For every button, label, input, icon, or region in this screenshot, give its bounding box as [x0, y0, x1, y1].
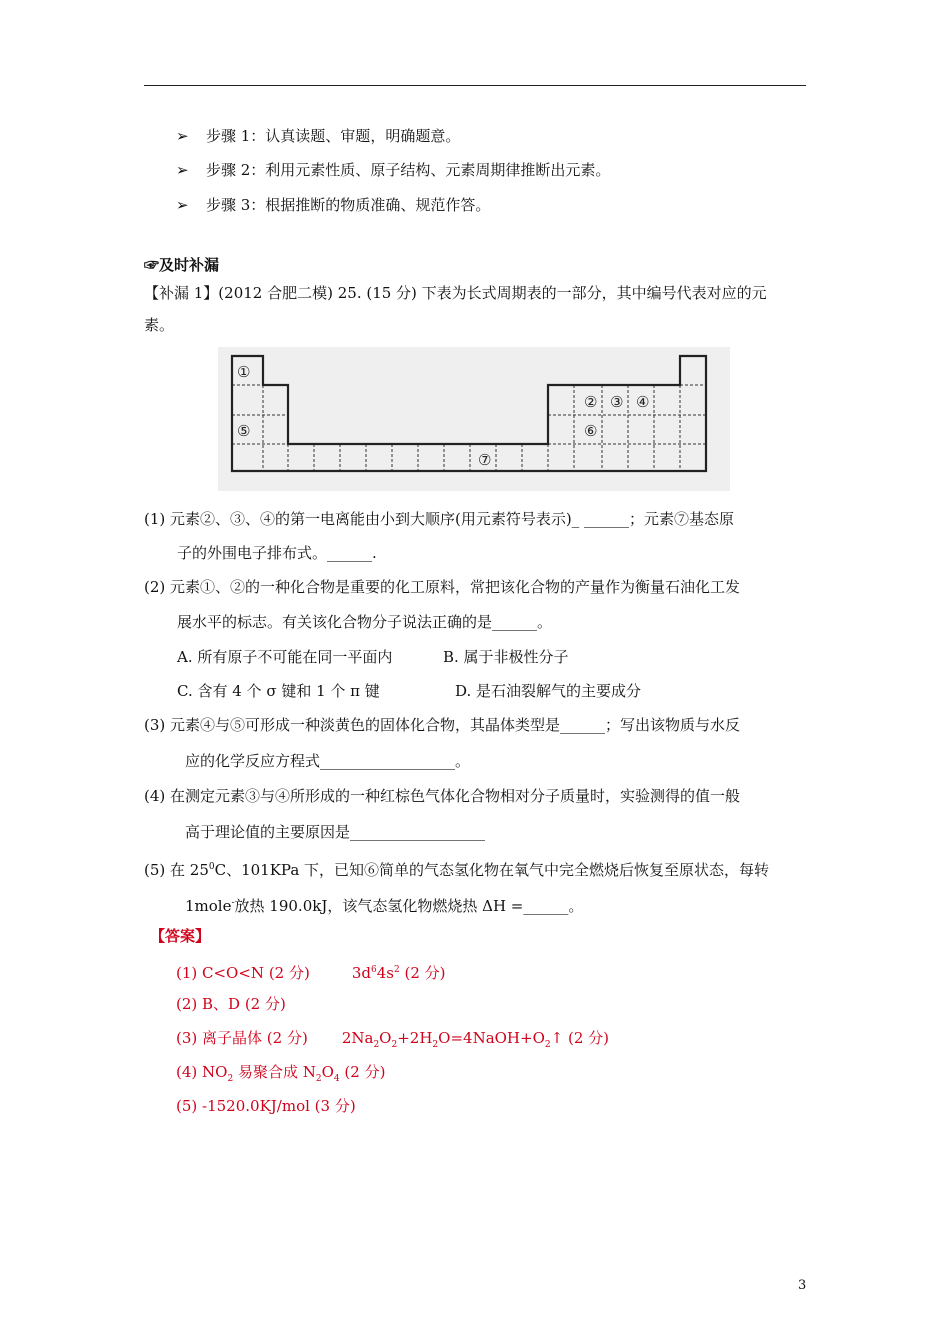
- problem-intro-line1: 【补漏 1】(2012 合肥二模) 25. (15 分) 下表为长式周期表的一部分，其中编号代表对应的元: [144, 284, 767, 302]
- q1-line2: 子的外围电子排布式。______.: [177, 544, 377, 562]
- q2-line2: 展水平的标志。有关该化合物分子说法正确的是______。: [177, 613, 553, 631]
- cell-label-3: ③: [610, 393, 624, 411]
- problem-intro-line2: 素。: [144, 316, 175, 334]
- answer-text: ↑ (2 分): [550, 1029, 609, 1047]
- q2-option-b: B. 属于非极性分子: [443, 648, 569, 666]
- bullet-icon: ➢: [176, 161, 189, 179]
- answer-text: (1) C<O<N (2 分): [176, 964, 310, 982]
- step-3: 步骤 3：根据推断的物质准确、规范作答。: [206, 196, 491, 214]
- answer-text: 3d: [351, 964, 371, 982]
- q2-option-d: D. 是石油裂解气的主要成分: [455, 682, 642, 700]
- answer-text: 2Na: [341, 1029, 374, 1047]
- section-heading: ☞及时补漏: [144, 256, 220, 274]
- answer-heading: 【答案】: [150, 927, 211, 945]
- cell-label-5: ⑤: [237, 422, 251, 440]
- answer-text: +2H: [397, 1029, 433, 1047]
- cell-label-7: ⑦: [478, 451, 492, 469]
- answer-3: [176, 1028, 609, 1055]
- q2-option-a: A. 所有原子不可能在同一平面内: [177, 648, 393, 666]
- q2-option-c: C. 含有 4 个 σ 键和 1 个 π 键: [177, 682, 380, 700]
- q5-sup: -: [231, 898, 235, 908]
- answer-2: (2) B、D (2 分): [176, 995, 286, 1013]
- q5-text: 放热 190.0kJ，该气态氢化物燃烧热 ΔH =______。: [234, 897, 584, 915]
- q5-text: (5) 在 25: [144, 861, 209, 879]
- answer-sub: 2: [315, 1074, 322, 1084]
- q4-line1: (4) 在测定元素③与④所形成的一种红棕色气体化合物相对分子质量时，实验测得的值一般: [144, 787, 741, 805]
- answer-sub: 4: [333, 1074, 340, 1084]
- answer-text: O: [321, 1063, 334, 1081]
- answer-text: (3) 离子晶体 (2 分): [176, 1029, 308, 1047]
- answer-sub: 2: [373, 1040, 380, 1050]
- step-1: 步骤 1：认真读题、审题，明确题意。: [206, 127, 461, 145]
- answer-text: (2 分): [339, 1063, 386, 1081]
- q3-line2: 应的化学反应方程式__________________。: [185, 752, 471, 770]
- answer-sup: 6: [371, 965, 377, 975]
- q3-line1: (3) 元素④与⑤可形成一种淡黄色的固体化合物，其晶体类型是______；写出该物质与水反: [144, 716, 741, 734]
- answer-sub: 2: [432, 1040, 439, 1050]
- q5-text: C、101KPa 下，已知⑥简单的气态氢化物在氧气中完全燃烧后恢复至原状态，每转: [214, 861, 770, 879]
- q1-line1: (1) 元素②、③、④的第一电离能由小到大顺序(用元素符号表示)_ ______；元素⑦基态原: [144, 510, 734, 528]
- answer-text: 易聚合成 N: [233, 1063, 316, 1081]
- cell-label-2: ②: [584, 393, 598, 411]
- header-rule: [144, 85, 806, 86]
- bullet-icon: ➢: [176, 127, 189, 145]
- answer-text: 4s: [376, 964, 394, 982]
- answer-text: (4) NO: [176, 1063, 228, 1081]
- q5-text: 1mole: [185, 897, 232, 915]
- bullet-icon: ➢: [176, 196, 189, 214]
- cell-label-4: ④: [636, 393, 650, 411]
- page-number: 3: [798, 1278, 807, 1293]
- q4-line2: 高于理论值的主要原因是__________________: [185, 823, 486, 841]
- answer-1: [176, 960, 446, 983]
- answer-sup: 2: [393, 965, 400, 975]
- answer-5: (5) -1520.0KJ/mol (3 分): [176, 1097, 356, 1115]
- answer-4: [176, 1062, 385, 1089]
- q5-sup: 0: [208, 862, 215, 872]
- q5-line1: [144, 857, 769, 880]
- answer-sub: 2: [391, 1040, 398, 1050]
- step-2: 步骤 2：利用元素性质、原子结构、元素周期律推断出元素。: [206, 161, 611, 179]
- q5-line2: [185, 893, 583, 916]
- periodic-table-svg: [218, 347, 730, 491]
- answer-text: O=4NaOH+O: [438, 1029, 545, 1047]
- cell-label-6: ⑥: [584, 422, 598, 440]
- answer-text: O: [379, 1029, 392, 1047]
- answer-text: (2 分): [399, 964, 446, 982]
- cell-label-1: ①: [237, 363, 251, 381]
- periodic-table-figure: [218, 347, 730, 491]
- answer-sub: 2: [544, 1040, 551, 1050]
- q2-line1: (2) 元素①、②的一种化合物是重要的化工原料，常把该化合物的产量作为衡量石油化工发: [144, 578, 741, 596]
- answer-sub: 2: [227, 1074, 234, 1084]
